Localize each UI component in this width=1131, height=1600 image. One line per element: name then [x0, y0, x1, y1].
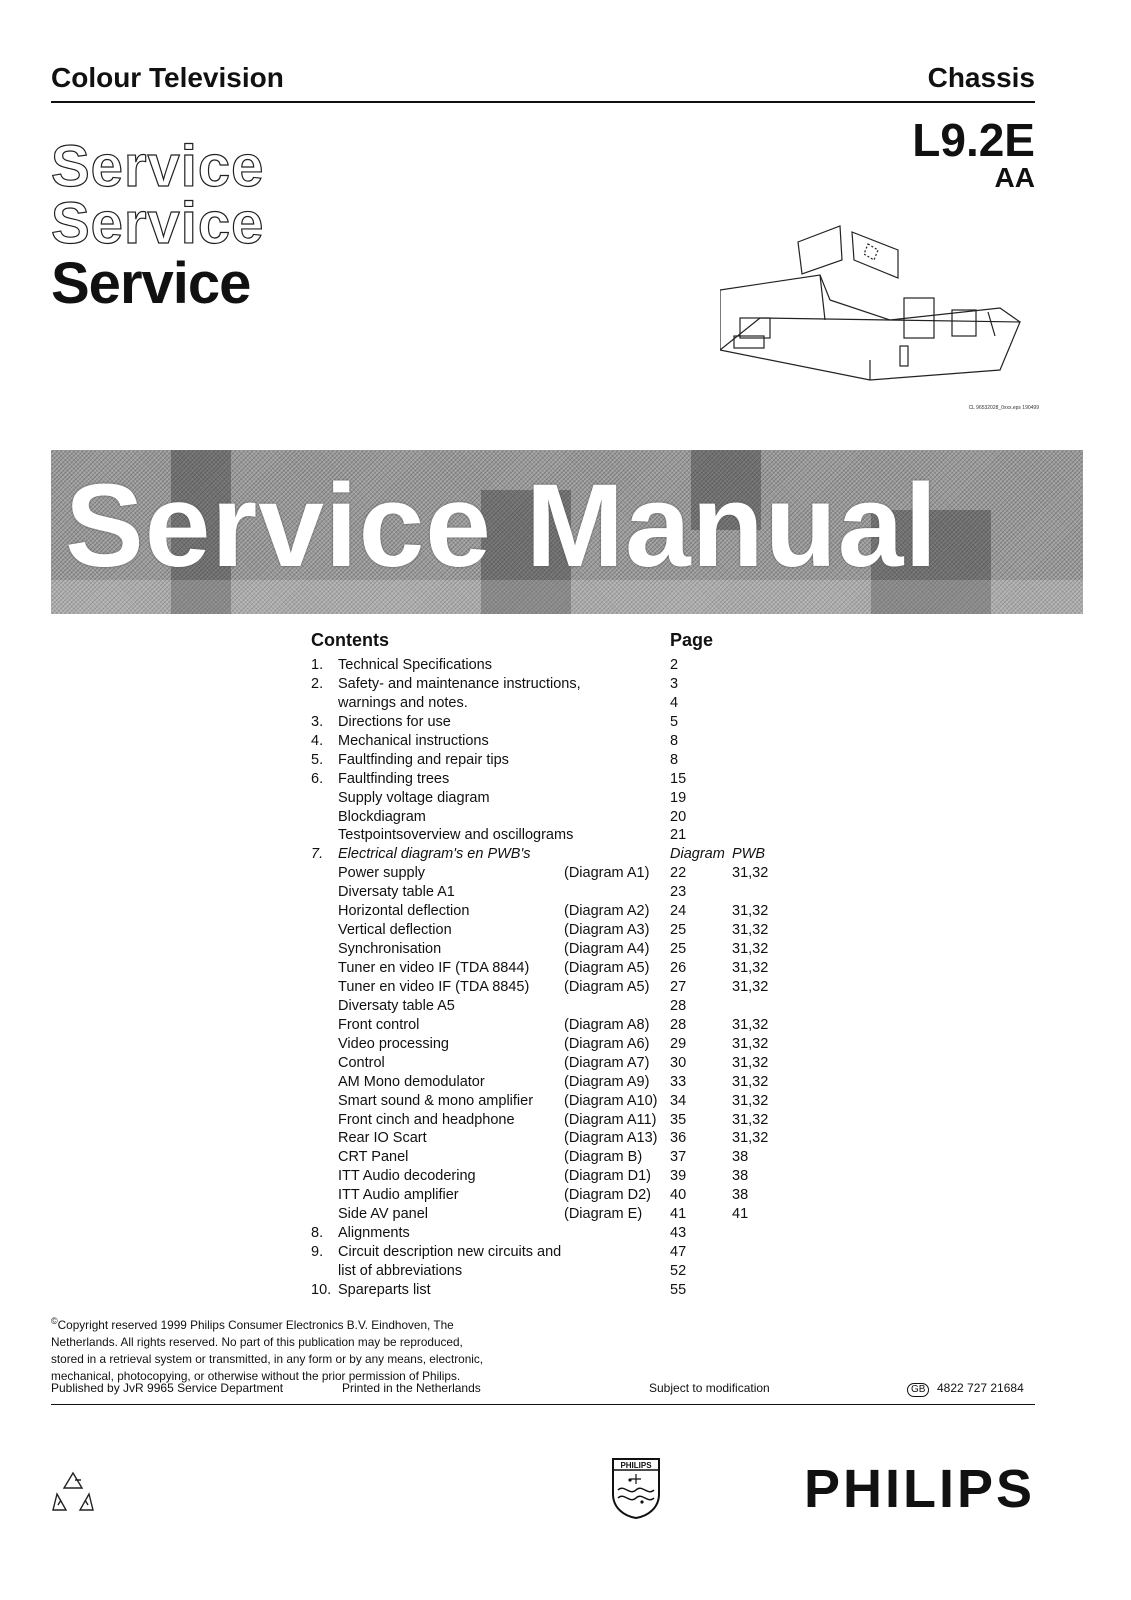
contents-header-row	[311, 630, 831, 656]
contents-row-page: 34	[670, 1092, 687, 1109]
contents-row-title: Electrical diagram's en PWB's	[338, 846, 531, 863]
contents-row	[311, 675, 831, 694]
contents-row-number: 6.	[311, 770, 324, 787]
contents-row-pwb: 31,32	[732, 978, 769, 995]
footer-rule	[51, 1404, 1035, 1405]
contents-row-pwb: 31,32	[732, 1073, 769, 1090]
contents-row-diagram: (Diagram E)	[564, 1206, 643, 1223]
contents-row-title: Alignments	[338, 1225, 410, 1242]
contents-row-title: Spareparts list	[338, 1281, 431, 1298]
contents-row-title: Blockdiagram	[338, 808, 426, 825]
header-right-title: Chassis	[927, 62, 1035, 93]
contents-rows	[311, 656, 831, 1300]
contents-row-page: 5	[670, 713, 679, 730]
contents-row-title: Directions for use	[338, 713, 451, 730]
contents-row-diagram: (Diagram A2)	[564, 903, 650, 920]
footer-doc-number: 4822 727 21684	[937, 1381, 1024, 1395]
contents-row	[311, 1054, 831, 1073]
contents-row-page: 8	[670, 732, 679, 749]
image-code: CL 96532028_0xxx.eps 190499	[968, 405, 1039, 411]
contents-row-diagram: (Diagram A13)	[564, 1130, 658, 1147]
banner-title: Service Manual	[65, 460, 939, 592]
contents-row-title: Side AV panel	[338, 1206, 429, 1223]
contents-row	[311, 978, 831, 997]
contents-row-number: 1.	[311, 657, 324, 673]
contents-row-page: 36	[670, 1130, 687, 1147]
contents-row	[311, 789, 831, 808]
contents-row-page: 41	[670, 1206, 687, 1223]
contents-row-page: 43	[670, 1225, 687, 1242]
contents-row-title: Front cinch and headphone	[338, 1111, 515, 1128]
contents-row-number: 7.	[311, 846, 324, 863]
contents-row	[311, 959, 831, 978]
contents-row-title: Front control	[338, 1016, 420, 1033]
contents-row-page: 35	[670, 1111, 687, 1128]
contents-row	[311, 845, 831, 864]
contents-row-diagram: (Diagram A10)	[564, 1092, 658, 1109]
contents-row-title: warnings and notes.	[338, 694, 468, 711]
service-outline-2: Service	[51, 191, 265, 256]
contents-row-pwb: PWB	[732, 846, 766, 863]
contents-row-title: Testpointsoverview and oscillograms	[338, 827, 574, 844]
contents-row-diagram: (Diagram D2)	[564, 1187, 652, 1204]
contents-row	[311, 940, 831, 959]
contents-row-title: Smart sound & mono amplifier	[338, 1092, 534, 1109]
contents-row	[311, 732, 831, 751]
contents-row-page: 25	[670, 922, 687, 939]
contents-row-pwb: 31,32	[732, 922, 769, 939]
copyright-line-2: Netherlands. All rights reserved. No part of this publication may be reproduced,	[51, 1334, 463, 1349]
contents-row-page: 47	[670, 1244, 687, 1261]
contents-row-page: 25	[670, 941, 687, 958]
recycle-icon	[51, 1470, 95, 1514]
contents-row-diagram: (Diagram A8)	[564, 1016, 650, 1033]
contents-row	[311, 1148, 831, 1167]
contents-row-diagram: (Diagram A11)	[564, 1111, 657, 1128]
service-manual-banner	[51, 450, 1083, 614]
philips-logo: PHILIPS	[803, 1459, 1035, 1519]
contents-row-pwb: 31,32	[732, 1054, 769, 1071]
contents-row-page: 39	[670, 1168, 687, 1185]
contents-row-page: 28	[670, 997, 687, 1014]
contents-row-diagram: (Diagram A5)	[564, 978, 650, 995]
contents-row	[311, 1224, 831, 1243]
contents-row-page: 15	[670, 770, 687, 787]
shield-label: PHILIPS	[620, 1461, 652, 1470]
contents-row-page: 21	[670, 827, 687, 844]
contents-row	[311, 1035, 831, 1054]
copyright-symbol: ©	[51, 1316, 58, 1326]
contents-row-title: Video processing	[338, 1035, 449, 1052]
contents-row-page: 23	[670, 884, 687, 901]
contents-row-diagram: (Diagram D1)	[564, 1168, 652, 1185]
contents-row-title: Circuit description new circuits and	[338, 1244, 562, 1261]
service-outline-1: Service	[51, 134, 265, 199]
contents-row-title: Supply voltage diagram	[338, 789, 490, 806]
chassis-drawing	[720, 220, 1050, 390]
contents-row-number: 5.	[311, 751, 324, 768]
contents-row-title: Power supply	[338, 865, 426, 882]
contents-row-diagram: (Diagram A3)	[564, 922, 650, 939]
contents-row	[311, 713, 831, 732]
contents-row-page: 52	[670, 1263, 687, 1279]
contents-row-page: 29	[670, 1035, 687, 1052]
contents-row-number: 9.	[311, 1244, 324, 1261]
contents-heading: Contents	[311, 630, 389, 650]
contents-row-pwb: 31,32	[732, 1130, 769, 1147]
copyright-line-1: ©Copyright reserved 1999 Philips Consumer Electronics B.V. Eindhoven, The	[51, 1316, 454, 1332]
contents-row-pwb: 31,32	[732, 941, 769, 958]
contents-row	[311, 883, 831, 902]
contents-row	[311, 1243, 831, 1262]
philips-shield-icon	[610, 1456, 662, 1520]
contents-row-pwb: 41	[732, 1206, 749, 1223]
contents-row-page: 20	[670, 808, 687, 825]
contents-row-pwb: 31,32	[732, 1092, 769, 1109]
contents-row-pwb: 31,32	[732, 903, 769, 920]
contents-row-title: Rear IO Scart	[338, 1130, 427, 1147]
contents-row	[311, 656, 831, 675]
contents-row-title: Horizontal deflection	[338, 903, 470, 920]
contents-row-number: 3.	[311, 713, 324, 730]
contents-row-pwb: 38	[732, 1149, 749, 1166]
contents-row	[311, 826, 831, 845]
contents-row-pwb: 38	[732, 1168, 749, 1185]
contents-row-diagram: (Diagram A6)	[564, 1035, 650, 1052]
contents-row-diagram: (Diagram B)	[564, 1149, 643, 1166]
contents-row-page: 28	[670, 1016, 687, 1033]
contents-row	[311, 694, 831, 713]
contents-row-title: Control	[338, 1054, 385, 1071]
contents-row-page: 2	[670, 657, 679, 673]
contents-row-page: 27	[670, 978, 687, 995]
contents-row	[311, 864, 831, 883]
footer-printed: Printed in the Netherlands	[342, 1381, 481, 1395]
contents-row	[311, 1167, 831, 1186]
contents-row-title: Tuner en video IF (TDA 8845)	[338, 978, 530, 995]
header-rule	[51, 101, 1035, 103]
header-left-title: Colour Television	[51, 62, 284, 93]
contents-row-pwb: 31,32	[732, 865, 769, 882]
contents-row-page: 26	[670, 960, 687, 976]
contents-row-page: 8	[670, 751, 679, 768]
contents-row-number: 10.	[311, 1281, 332, 1298]
contents-row-title: Faultfinding trees	[338, 770, 450, 787]
contents-row-page: 3	[670, 675, 679, 692]
contents-row-title: Diversaty table A1	[338, 884, 455, 901]
contents-row-page: Diagram	[670, 846, 725, 863]
contents-row	[311, 1016, 831, 1035]
contents-row-title: ITT Audio amplifier	[338, 1187, 459, 1204]
contents-row	[311, 1186, 831, 1205]
contents-row	[311, 997, 831, 1016]
contents-row-number: 2.	[311, 675, 324, 692]
contents-row-diagram: (Diagram A9)	[564, 1073, 650, 1090]
footer-line	[51, 1381, 1035, 1399]
page-heading: Page	[670, 630, 714, 650]
contents-row	[311, 808, 831, 827]
contents-row-page: 19	[670, 789, 687, 806]
contents-row-diagram: (Diagram A1)	[564, 865, 650, 882]
contents-row	[311, 1092, 831, 1111]
contents-row-page: 40	[670, 1187, 687, 1204]
contents-row-title: CRT Panel	[338, 1149, 409, 1166]
contents-row-title: Technical Specifications	[338, 657, 492, 673]
copyright-line-4: mechanical, photocopying, or otherwise without the prior permission of Philips.	[51, 1368, 461, 1383]
contents-row	[311, 1281, 831, 1300]
contents-row-page: 4	[670, 694, 679, 711]
contents-row-page: 55	[670, 1281, 687, 1298]
contents-row	[311, 1205, 831, 1224]
contents-row	[311, 902, 831, 921]
contents-row-number: 4.	[311, 732, 324, 749]
copyright-line-3: stored in a retrieval system or transmitted, in any form or by any means, electronic,	[51, 1351, 484, 1366]
contents-row	[311, 1262, 831, 1281]
contents-row	[311, 770, 831, 789]
contents-row	[311, 1129, 831, 1148]
contents-row-diagram: (Diagram A7)	[564, 1054, 650, 1071]
contents-row-pwb: 31,32	[732, 1111, 769, 1128]
copyright-notice	[51, 1313, 571, 1385]
contents-row-diagram: (Diagram A4)	[564, 941, 650, 958]
contents-row-title: AM Mono demodulator	[338, 1073, 485, 1090]
service-solid: Service	[51, 251, 251, 316]
contents-row-page: 33	[670, 1073, 687, 1090]
contents-row-pwb: 38	[732, 1187, 749, 1204]
contents-row-page: 37	[670, 1149, 687, 1166]
contents-row-title: Diversaty table A5	[338, 997, 455, 1014]
contents-row	[311, 1111, 831, 1130]
contents-row-diagram: (Diagram A5)	[564, 960, 650, 976]
contents-row-title: list of abbreviations	[338, 1263, 463, 1279]
contents-row-title: ITT Audio decodering	[338, 1168, 476, 1185]
contents-row	[311, 921, 831, 940]
contents-row-title: Safety- and maintenance instructions,	[338, 675, 581, 692]
chassis-variant: AA	[994, 162, 1035, 193]
contents-row-pwb: 31,32	[732, 960, 769, 976]
contents-row-title: Synchronisation	[338, 941, 442, 958]
contents-row	[311, 751, 831, 770]
contents-row	[311, 1073, 831, 1092]
contents-row-page: 30	[670, 1054, 687, 1071]
contents-row-title: Mechanical instructions	[338, 732, 489, 749]
contents-row-title: Tuner en video IF (TDA 8844)	[338, 960, 530, 976]
contents-row-title: Faultfinding and repair tips	[338, 751, 509, 768]
contents-row-title: Vertical deflection	[338, 922, 452, 939]
contents-row-number: 8.	[311, 1225, 324, 1242]
footer-published: Published by JvR 9965 Service Department	[51, 1381, 284, 1395]
contents-row-pwb: 31,32	[732, 1035, 769, 1052]
contents-row-page: 22	[670, 865, 687, 882]
footer-country-code: GB	[907, 1383, 929, 1397]
contents-table	[311, 630, 831, 1300]
contents-row-page: 24	[670, 903, 687, 920]
chassis-model: L9.2E	[912, 114, 1035, 166]
contents-row-pwb: 31,32	[732, 1016, 769, 1033]
footer-subject: Subject to modification	[649, 1381, 770, 1395]
